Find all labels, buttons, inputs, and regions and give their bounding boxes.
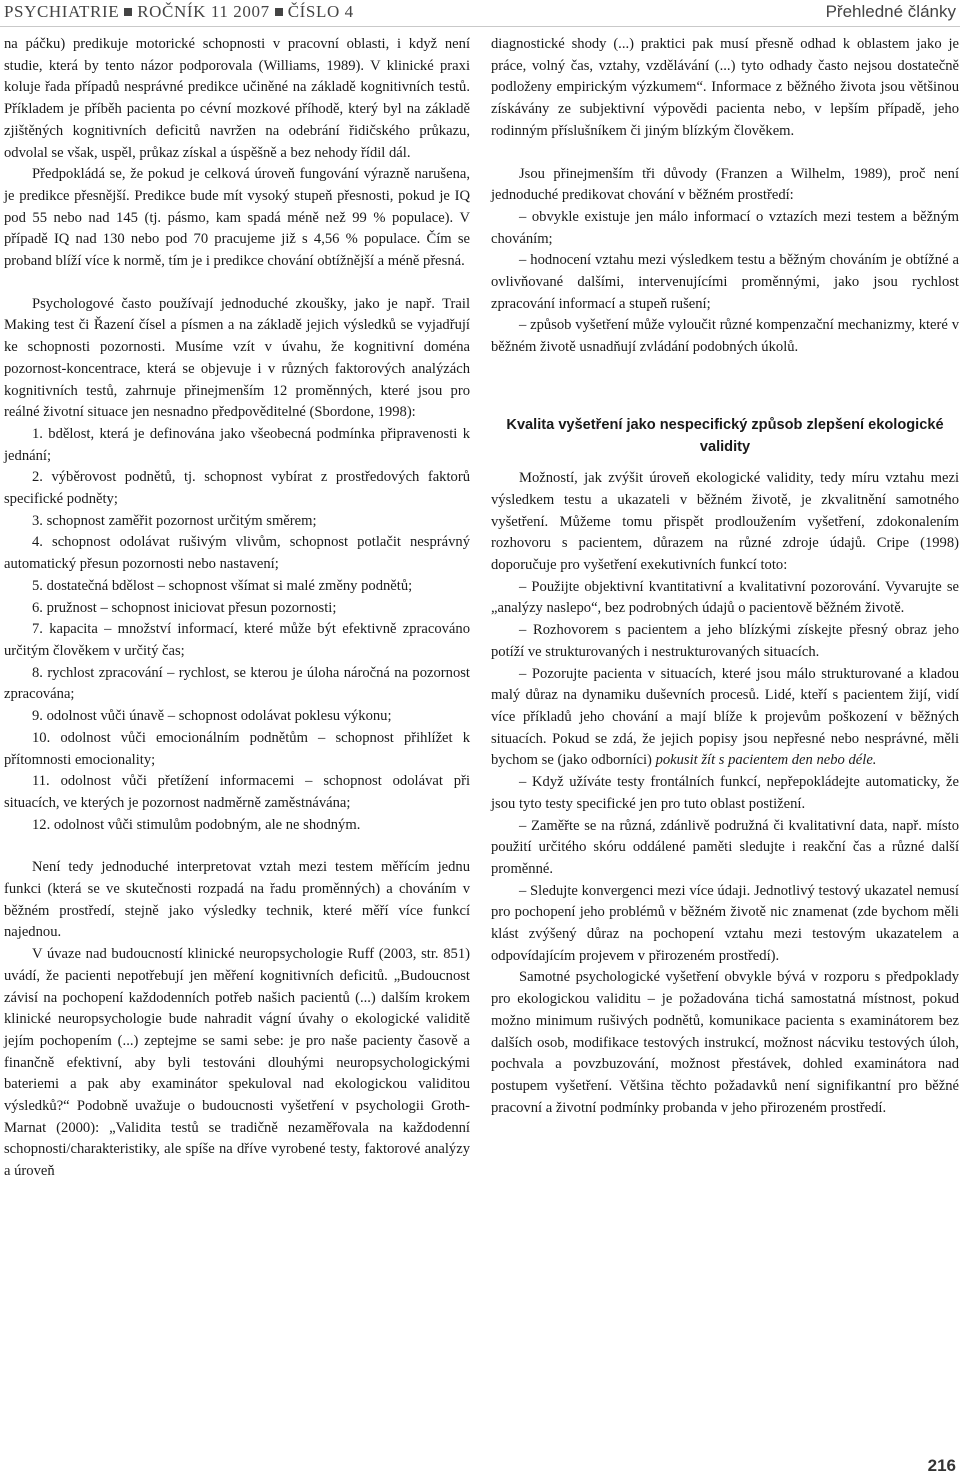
- recommendation-item: – Když užíváte testy frontálních funkcí, nepřepokládejte automaticky, že jsou tyto testy specifické jen pro tuto oblast postižení.: [491, 774, 959, 812]
- volume: ROČNÍK 11: [137, 2, 229, 21]
- list-item: 4. schopnost odolávat rušivým vlivům, schopnost potlačit nesprávný automatický přesun pozornosti nebo nastavení;: [4, 534, 470, 573]
- bullet-item: – způsob vyšetření může vyloučit různé kompenzační mechanizmy, které v běžném životě usnadňují zvládání podobných úkolů.: [491, 317, 959, 356]
- recommendation-item: – Zaměřte se na různá, zdánlivě podružná či kvalitativní data, např. místo použití určitého skóru oddálené paměti sledujte i reakční čas a různé další proměnné.: [491, 817, 959, 877]
- section-name: Přehledné články: [825, 2, 956, 21]
- list-item: 8. rychlost zpracování – rychlost, se kterou je úloha náročná na pozornost zpracována;: [4, 664, 470, 703]
- list-item: 10. odolnost vůči emocionálním podnětům – schopnost přihlížet k přítomnosti emocionality;: [4, 729, 470, 768]
- list-item: 3. schopnost zaměřit pozornost určitým směrem;: [32, 512, 317, 529]
- square-bullet-icon: [275, 8, 283, 16]
- paragraph: Předpokládá se, že pokud je celková úroveň fungování výrazně narušena, je predikce přesnější. Predikce bude mít vysoký stupeň přesnosti, pokud je IQ pod 55 nebo nad 145 (tj. pásmo, kam spadá méně než 99 % populace). V případě IQ nad 130 nebo pod 70 pracujeme již s 4,56 % populace. Čím se proband blíží více k normě, tím je i predikce chování obtížnější a méně přesná.: [4, 166, 470, 270]
- recommendation-item: – Použijte objektivní kvantitativní a kvalitativní pozorování. Vyvarujte se „analýzy naslepo“, bez podrobných údajů o pacientově běžném životě.: [491, 578, 959, 617]
- paragraph: Psychologové často používají jednoduché zkoušky, jako je např. Trail Making test či Řazení čísel a písmen a na základě jejich výsledků se vyjadřují ke schopnosti pozornosti. Musíme vzít v úvahu, že kognitivní doména pozornost-koncentrace, která se objevuje i v různých faktorových analýzách kognitivních testů, zahrnuje přinejmenším 12 proměnných, které jsou pro reálné životní situace jen nesnadno předpověditelné (Sbordone, 1998):: [4, 295, 470, 421]
- paragraph: Není tedy jednoduché interpretovat vztah mezi testem měřícím jednu funkci (která se ve skutečnosti rozpadá na řadu proměnných) a chováním v běžném prostředí, stejně jako výsledky technik, které měří více funkcí najednou.: [4, 859, 470, 941]
- paragraph: V úvaze nad budoucností klinické neuropsychologie Ruff (2003, str. 851) uvádí, že pacienti nepotřebují jen měření kognitivních deficitů. „Budoucnost závisí na pochopení každodenních potřeb našich pacientů (...) dalším krokem klinické neuropsychologie bude nahradit vágní úvahy o ekologické validitě jejím pochopením (...) zeptejme se sami sebe: je pro naše pacienty časově a finančně efektivní, aby byli testováni dlouhými neuropsychologickými bateriemi a pak aby examinátor spekuloval nad ekologickou validitou výsledků?“ Podobně uvažuje o budoucnosti vyšetření v psychologii Groth-Marnat (2000): „Validita testů se tradičně nezaměřovala na každodenní schopnosti/charakteristiky, ale spíše na dříve vyrobené testy, faktorové analýzy a úroveň: [4, 946, 470, 1180]
- paragraph: na páčku) predikuje motorické schopnosti v pracovní oblasti, i když není studie, která by tento názor podporovala (Williams, 1989). V klinické praxi koluje řada případů nesprávné predikce učiněné na základě kognitivních testů. Příkladem je příběh pacienta po cévní mozkové příhodě, který byl na základě zjištěných kognitivních deficitů navržen na odebrání řidičského průkazu, odvolal se však, uspěl, průkaz získal a úspěšně a bez nehody řídil dál.: [4, 36, 470, 161]
- list-item: 1. bdělost, která je definována jako všeobecná podmínka připravenosti k jednání;: [4, 425, 470, 464]
- paragraph: Samotné psychologické vyšetření obvykle bývá v rozporu s předpoklady pro ekologickou validitu – je požadována tichá samostatná místnost, pokud možno minimum rušivých podnětů, komunikace pacienta s examinátorem bez dalších osob, modifikace testových instrukcí, možnost nácviku testových úloh, pochvala a povzbuzování, možnost přestávek, dohled examinátora nad postupem vyšetření. Většina těchto požadavků není signifikantní pro běžné pracovní a životní podmínky probanda v jeho přirozeném prostředí.: [491, 969, 959, 1116]
- list-item: 7. kapacita – množství informací, které může být efektivně zpracováno určitým člověkem v určitý čas;: [4, 621, 470, 659]
- page-number: 216: [927, 1456, 956, 1475]
- issue: ČÍSLO 4: [287, 2, 354, 21]
- recommendation-item: – Rozhovorem s pacientem a jeho blízkými získejte přesný obraz jeho potíží ve strukturovaných i nestrukturovaných situacích.: [491, 622, 959, 660]
- recommendation-item: – Sledujte konvergenci mezi více údaji. Jednotlivý testový ukazatel nemusí pro pochopení jeho problémů v běžném životě nic znamenat (zde bychom měli klást zvýšený důraz na pochopení vztahu mezi testovým ukazatelem a odpovídajícím projevem v přirozeném prostředí).: [491, 882, 959, 964]
- journal-info: [4, 2, 354, 22]
- section-heading: Kvalita vyšetření jako nespecifický způsob zlepšení ekologické validity: [506, 416, 944, 455]
- list-item: 6. pružnost – schopnost iniciovat přesun pozornosti;: [32, 599, 337, 616]
- list-item: 9. odolnost vůči únavě – schopnost odolávat poklesu výkonu;: [32, 708, 392, 725]
- bullet-item: – hodnocení vztahu mezi výsledkem testu a běžným chováním je obtížné a ovlivňované dalšími, intervenujícími proměnnými, jako jsou rychlost zpracování informací a stupeň rušení;: [491, 252, 959, 312]
- bullet-item: – obvykle existuje jen málo informací o vztazích mezi testem a běžným chováním;: [491, 208, 959, 247]
- running-header: [0, 0, 960, 27]
- italic-emphasis: pokusit žít s pacientem den nebo déle.: [655, 752, 877, 769]
- square-bullet-icon: [124, 8, 132, 16]
- list-item: 5. dostatečná bdělost – schopnost všímat si malé změny podnětů;: [32, 577, 413, 594]
- paragraph: Jsou přinejmenším tři důvody (Franzen a Wilhelm, 1989), proč není jednoduché predikovat chování v běžném prostředí:: [491, 165, 959, 204]
- recommendation-item: [491, 664, 959, 773]
- paragraph: Možností, jak zvýšit úroveň ekologické validity, tedy míru vztahu mezi výsledkem testu a ukazateli v běžném životě, je zkvalitnění samotného vyšetření. Můžeme tomu přispět prodloužením vyšetření, zdokonalením rozhovoru s pacientem, důrazem na různé zdroje údajů. Cripe (1998) doporučuje pro vyšetření exekutivních funkcí toto:: [491, 470, 959, 574]
- year: 2007: [233, 2, 270, 21]
- journal-name: PSYCHIATRIE: [4, 2, 120, 21]
- list-item: 12. odolnost vůči stimulům podobným, ale ne shodným.: [32, 816, 361, 833]
- right-column: [491, 34, 959, 1119]
- left-column: [4, 34, 470, 1183]
- list-item: 2. výběrovost podnětů, tj. schopnost vybírat z prostředových faktorů specifické podněty;: [4, 469, 470, 508]
- list-item: 11. odolnost vůči přetížení informacemi – schopnost odolávat při situacích, ve kterých je pozornost nadměrně zaměstnávána;: [4, 773, 470, 811]
- paragraph: diagnostické shody (...) praktici pak musí přesně odhad k oblastem jako je práce, volný čas, vztahy, vzdělávání (...) tyto odhady často nejsou dostatečně podloženy empirickým výzkumem“. Informace z běžného života jsou většinou získávány ze subjektivní výpovědi pacienta nebo, v lepším případě, jeho rodinným příslušníkem či jiným blízkým člověkem.: [491, 36, 959, 139]
- recommendation-text: – Pozorujte pacienta v situacích, které jsou málo strukturované a kladou malý důraz na dynamiku duševních procesů. Lidé, kteří s pacientem žijí, vidí více příkladů jeho chování a mají blíže k projevům poškození v běžných situacích. Pokud se zdá, že jejich popisy jsou nepřesné nebo nesprávné, měli bychom se (jako odborníci): [491, 665, 959, 769]
